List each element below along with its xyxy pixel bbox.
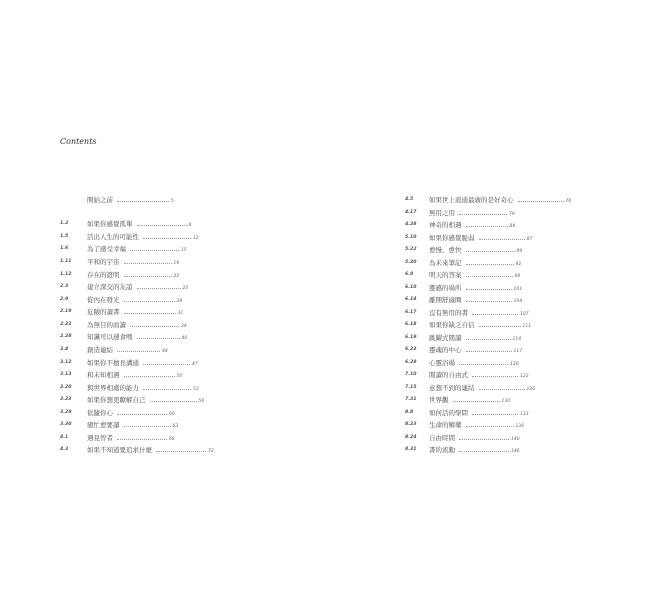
entry-number: 2.3 [60, 284, 69, 289]
dot-leader [143, 387, 191, 390]
entry-number: 6.19 [405, 335, 417, 340]
entry-page: 104 [513, 299, 523, 304]
dot-leader [130, 324, 179, 327]
dot-leader [466, 274, 513, 277]
dot-leader [459, 437, 509, 440]
entry-title: 為未來筆記 [429, 259, 462, 267]
entry-number: 6.17 [405, 310, 417, 315]
entry-page: 92 [515, 262, 522, 267]
dot-leader [518, 199, 564, 202]
dot-leader [466, 299, 512, 302]
entry-page: 47 [192, 362, 198, 367]
entry-title: 靈感的場所 [429, 284, 462, 292]
dot-leader [472, 312, 518, 315]
dot-leader [479, 237, 525, 240]
entry-page: 123 [520, 374, 529, 379]
entry-page: 133 [520, 412, 529, 417]
entry-title: 跳躍式閱讀 [429, 334, 462, 342]
dot-leader [472, 412, 518, 415]
entry-page: 44 [162, 349, 168, 354]
dot-leader [143, 362, 190, 365]
entry-number: 1.5 [60, 234, 69, 239]
dot-leader [459, 212, 507, 215]
dot-leader [479, 387, 525, 390]
entry-page: 8 [188, 223, 192, 228]
entry-title: 靈魂的中心 [429, 346, 462, 354]
entry-number: 3.29 [60, 410, 72, 415]
entry-title: 依隨你心 [87, 409, 113, 417]
entry-page: 34 [181, 324, 187, 329]
entry-number: 3.20 [60, 385, 72, 390]
page-title: Contents [60, 137, 97, 146]
entry-title: 如果你感覺脆弱 [429, 234, 475, 242]
entry-title: 創造連結 [87, 346, 113, 354]
entry-number: 8.31 [405, 447, 417, 452]
dot-leader [156, 449, 206, 452]
entry-page: 146 [511, 449, 520, 454]
dot-leader [137, 223, 187, 226]
entry-number: 6.10 [405, 285, 417, 290]
entry-page: 68 [169, 437, 175, 442]
entry-number: 6.23 [405, 347, 417, 352]
entry-title: 離開舒適圈 [429, 296, 462, 304]
dot-leader [130, 248, 179, 251]
entry-number: 7.10 [405, 372, 417, 377]
entry-title: 世界觀 [429, 396, 449, 404]
entry-number: 3.12 [60, 360, 72, 365]
entry-title: 沒有無用的書 [429, 309, 468, 317]
entry-page: 19 [173, 261, 180, 266]
dot-leader [466, 224, 508, 227]
entry-page: 25 [182, 286, 189, 291]
entry-number: 1.3 [60, 221, 69, 226]
entry-page: 31 [177, 311, 184, 316]
entry-number: 1.12 [60, 272, 72, 277]
entry-page: 111 [522, 324, 532, 329]
dot-leader [150, 399, 197, 402]
entry-number: 5.10 [405, 235, 417, 240]
entry-number: 4.28 [405, 222, 417, 227]
entry-title: 如果你缺乏自信 [429, 321, 475, 329]
dot-leader [117, 349, 160, 352]
entry-number: 5.30 [405, 260, 417, 265]
dot-leader [466, 262, 514, 265]
entry-page: 136 [515, 424, 525, 429]
entry-page: 76 [565, 199, 572, 204]
dot-leader [479, 324, 521, 327]
dot-leader [466, 337, 511, 340]
dot-leader [124, 424, 171, 427]
entry-page: 63 [172, 424, 179, 429]
dot-leader [137, 286, 181, 289]
entry-page: 22 [173, 274, 180, 279]
dot-leader [117, 199, 169, 202]
entry-title: 為無目的而讀 [87, 321, 126, 329]
entry-title: 生命的解藥 [429, 421, 462, 429]
dot-leader [459, 449, 509, 452]
entry-title: 存在的證明 [87, 271, 120, 279]
dot-leader [459, 362, 508, 365]
dot-leader [143, 236, 191, 239]
entry-title: 如果你想更瞭解自己 [87, 396, 146, 404]
entry-title: 如果你感覺孤單 [87, 220, 133, 228]
dot-leader [466, 424, 514, 427]
entry-title: 和未知相遇 [87, 371, 120, 379]
entry-page: 79 [509, 212, 515, 217]
entry-number: 1.6 [60, 246, 69, 251]
entry-page: 130 [501, 399, 511, 404]
entry-page: 120 [510, 362, 519, 367]
dot-leader [117, 412, 167, 415]
entry-page: 98 [514, 274, 521, 279]
dot-leader [124, 274, 172, 277]
dot-leader [124, 311, 176, 314]
entry-number: 2.28 [60, 334, 72, 339]
entry-title: 愈慢，愈快 [429, 246, 462, 254]
entry-title: 建立深交的友誼 [87, 283, 133, 291]
entry-number: 2.9 [60, 297, 69, 302]
entry-page: 87 [526, 237, 533, 242]
entry-title: 如果不知道要追求什麼 [87, 446, 152, 454]
entry-number: 2.19 [60, 309, 72, 314]
entry-number: 3.30 [60, 422, 72, 427]
entry-title: 如果你不擅長溝通 [87, 359, 139, 367]
dot-leader [453, 399, 500, 402]
entry-title: 自由時間 [429, 434, 455, 442]
entry-title: 知識可以速食嗎 [87, 333, 133, 341]
entry-page: 40 [181, 336, 188, 341]
entry-number: 3.23 [60, 397, 72, 402]
dot-leader [137, 336, 180, 339]
entry-title: 開始之前 [87, 196, 113, 204]
entry-page: 126 [526, 387, 536, 392]
entry-number: 6.18 [405, 322, 417, 327]
entry-title: 平和的宇宙 [87, 258, 120, 266]
entry-title: 活出人生的可能性 [87, 233, 139, 241]
dot-leader [117, 437, 167, 440]
entry-title: 書的流動 [429, 446, 455, 454]
entry-page: 60 [169, 412, 175, 417]
entry-page: 101 [513, 287, 523, 292]
entry-page: 117 [513, 349, 523, 354]
entry-page: 84 [509, 224, 516, 229]
dot-leader [124, 261, 172, 264]
entry-title: 閱讀的自由式 [429, 371, 468, 379]
entry-page: 72 [208, 449, 214, 454]
dot-leader [124, 299, 175, 302]
dot-leader [466, 249, 515, 252]
entry-page: 53 [193, 387, 199, 392]
entry-title: 危險的讀書 [87, 308, 120, 316]
entry-number: 8.23 [405, 422, 417, 427]
entry-title: 心靈浴場 [429, 359, 455, 367]
entry-number: 8.24 [405, 435, 417, 440]
dot-leader [466, 287, 512, 290]
dot-leader [466, 349, 512, 352]
entry-number: 3.4 [60, 347, 69, 352]
entry-title: 從內在發光 [87, 296, 120, 304]
entry-page: 28 [176, 299, 183, 304]
entry-number: 2.22 [60, 322, 72, 327]
entry-title: 意想不到的連結 [429, 384, 475, 392]
entry-number: 3.13 [60, 372, 72, 377]
entry-number: 6.14 [405, 297, 417, 302]
entry-title: 無用之用 [429, 209, 455, 217]
entry-title: 癒忙愈要讀 [87, 421, 120, 429]
dot-leader [124, 374, 175, 377]
entry-title: 如何活的學問 [429, 409, 468, 417]
entry-number: 1.11 [60, 259, 72, 264]
entry-number: 6.29 [405, 360, 417, 365]
entry-page: 50 [176, 374, 183, 379]
entry-number: 7.15 [405, 385, 417, 390]
entry-title: 明天的答案 [429, 271, 462, 279]
entry-number: 4.3 [60, 447, 69, 452]
entry-number: 4.17 [405, 210, 417, 215]
entry-title: 與世界相處的能力 [87, 384, 139, 392]
entry-page: 140 [511, 437, 520, 442]
entry-page: 15 [181, 248, 187, 253]
entry-page: 89 [516, 249, 523, 254]
entry-page: 107 [520, 312, 529, 317]
entry-number: 7.31 [405, 397, 417, 402]
entry-title: 為了感受幸福 [87, 245, 126, 253]
dot-leader [472, 374, 518, 377]
entry-number: 8.8 [405, 410, 414, 415]
entry-number: 4.5 [405, 197, 414, 202]
entry-page: 12 [193, 236, 199, 241]
entry-number: 6.9 [405, 272, 414, 277]
entry-number: 4.1 [60, 435, 69, 440]
entry-number: 5.22 [405, 247, 417, 252]
entry-title: 神奇的相遇 [429, 221, 462, 229]
entry-page: 56 [198, 399, 205, 404]
entry-page: 114 [512, 337, 522, 342]
entry-title: 如果世上流通最廣的是好奇心 [429, 196, 514, 204]
entry-page: 5 [171, 199, 174, 204]
entry-title: 遇見智者 [87, 434, 113, 442]
